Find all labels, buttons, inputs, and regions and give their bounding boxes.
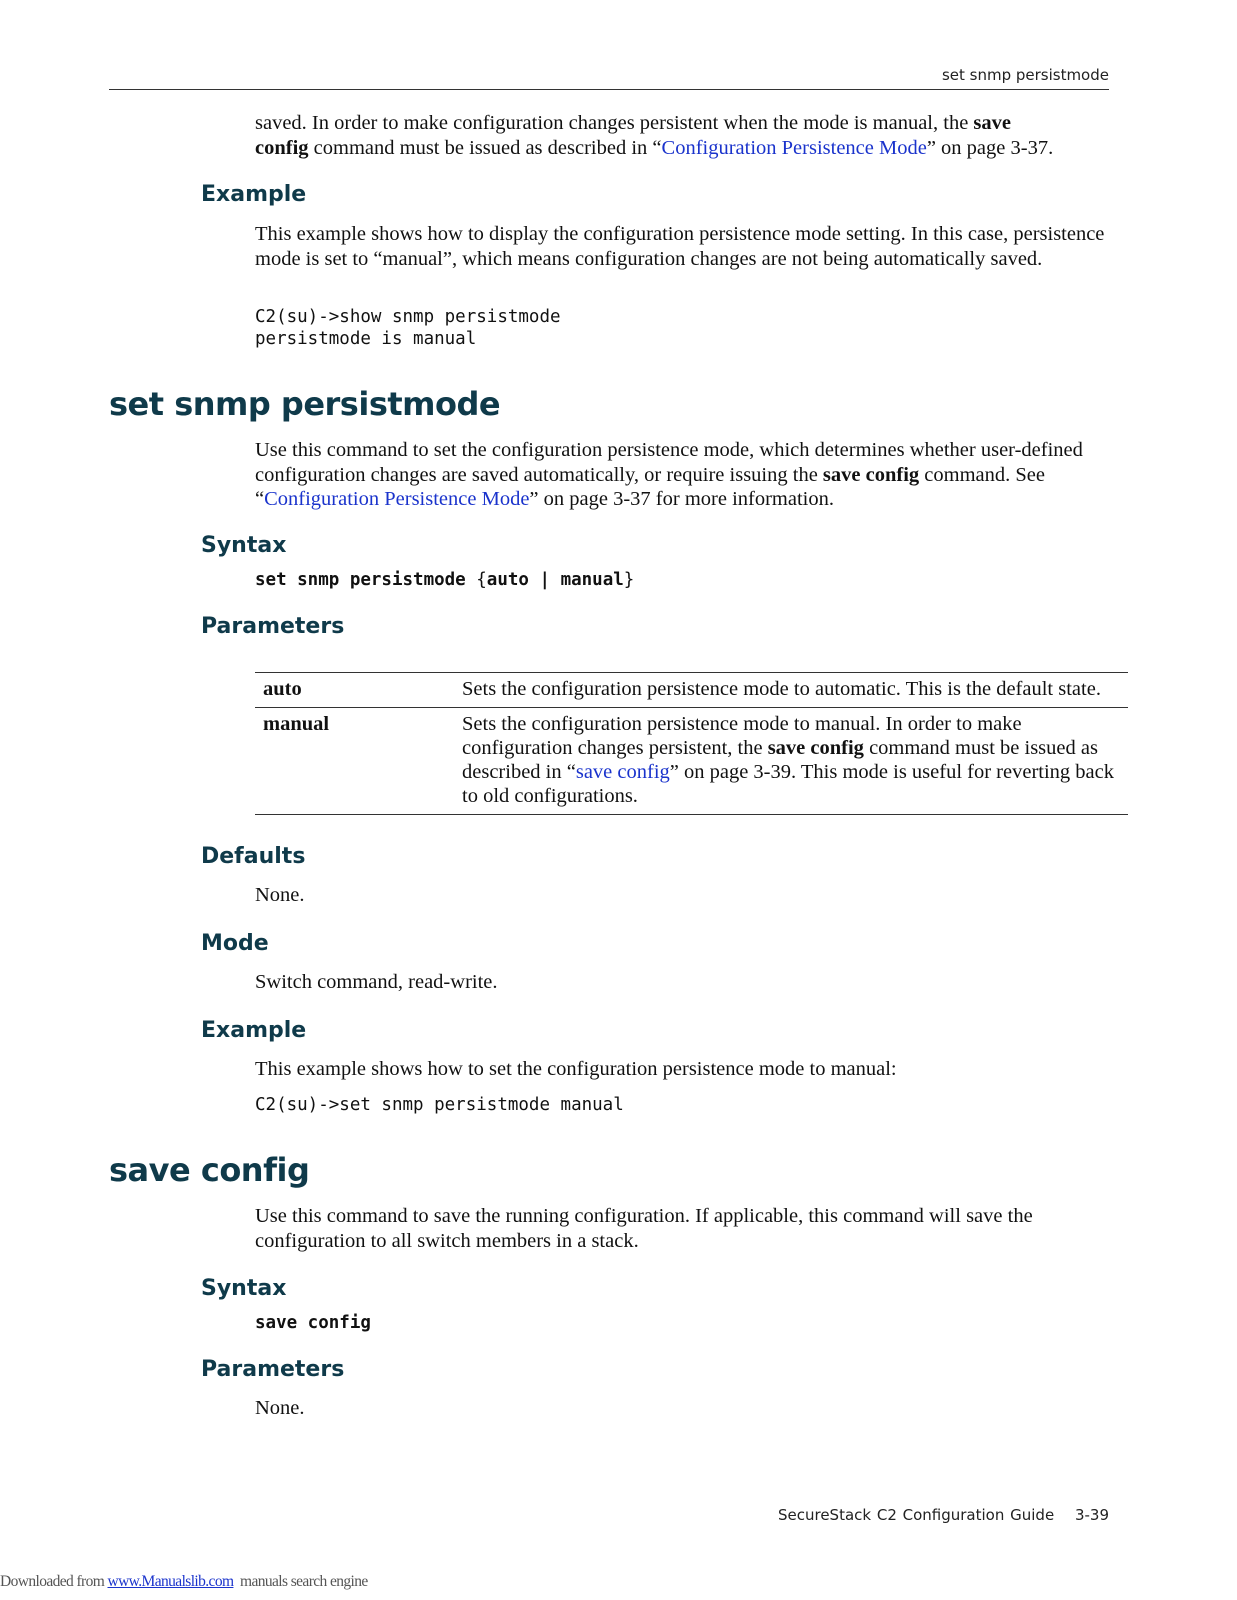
intro-text-3: ” on page 3-37.	[926, 136, 1054, 159]
desc-text-3: ” on page 3-37 for more information.	[529, 488, 834, 510]
desc-text-1: Use this command to set the configuration persistence mode, which determines whether user-defined configuration changes are saved automatically, or require issuing the	[255, 439, 1083, 486]
syntax-separator: |	[528, 570, 561, 590]
syntax-option-manual: manual	[560, 570, 624, 590]
running-head: set snmp persistmode	[941, 66, 1109, 84]
param-description: Sets the configuration persistence mode to automatic. This is the default state.	[462, 678, 1101, 700]
example-code-1	[255, 306, 561, 350]
save-config-description: Use this command to save the running configuration. If applicable, this command will save the configuration to all switch members in a stack.	[255, 1205, 1033, 1252]
example-text-1: This example shows how to display the configuration persistence mode setting. In this case, persistence mode is set to “manual”, which means configuration changes are not being automatically saved.	[255, 223, 1105, 270]
syntax-heading-save-config: Syntax	[201, 1276, 287, 1301]
param-description	[454, 708, 1128, 815]
param-name: auto	[263, 678, 302, 700]
example-heading-1: Example	[201, 182, 307, 207]
section-title-persistmode: set snmp persistmode	[109, 385, 501, 423]
header-rule	[109, 89, 1109, 90]
syntax-command-persistmode	[255, 569, 634, 591]
example-heading-2: Example	[201, 1018, 307, 1043]
defaults-heading: Defaults	[201, 844, 306, 869]
mode-heading: Mode	[201, 931, 269, 956]
parameters-table	[255, 672, 1128, 815]
intro-bold-save: save	[973, 112, 1011, 134]
defaults-text: None.	[255, 884, 305, 906]
download-notice	[0, 1573, 368, 1591]
mode-text: Switch command, read-write.	[255, 971, 498, 993]
intro-text-2: command must be issued as described in “	[308, 136, 662, 159]
syntax-option-auto: auto	[486, 570, 529, 590]
example-text-2: This example shows how to set the configuration persistence mode to manual:	[255, 1058, 897, 1080]
example-code-2: C2(su)->set snmp persistmode manual	[255, 1095, 624, 1115]
download-suffix: manuals search engine	[233, 1573, 368, 1590]
intro-text-1: saved. In order to make configuration changes persistent when the mode is manual, the	[255, 112, 974, 134]
syntax-heading-persistmode: Syntax	[201, 533, 287, 558]
param-name: manual	[263, 713, 330, 735]
code-line: persistmode is manual	[255, 329, 477, 349]
intro-bold-config: config	[255, 136, 309, 159]
intro-link-persistence-mode[interactable]: Configuration Persistence Mode	[661, 136, 927, 159]
table-row	[255, 673, 1128, 708]
desc-link-persistence-mode[interactable]: Configuration Persistence Mode	[264, 488, 530, 510]
page-footer: SecureStack C2 Configuration Guide 3-39	[777, 1506, 1109, 1524]
parameters-heading-persistmode: Parameters	[201, 614, 345, 639]
param-desc-text-2: command must be issued as described in “	[462, 737, 1098, 783]
syntax-command-save-config: save config	[255, 1313, 371, 1333]
code-line: C2(su)->show snmp persistmode	[255, 307, 561, 327]
syntax-brace-close: }	[623, 570, 635, 590]
section-title-save-config: save config	[109, 1151, 310, 1189]
desc-bold-save-config: save config	[822, 463, 920, 486]
intro-paragraph	[255, 111, 1125, 160]
download-link[interactable]: www.Manualslib.com	[107, 1573, 234, 1590]
syntax-cmd: set snmp persistmode	[255, 570, 466, 590]
parameters-text-save-config: None.	[255, 1397, 305, 1419]
param-desc-bold: save config	[767, 737, 864, 759]
table-row	[255, 708, 1128, 815]
syntax-brace-open: {	[465, 570, 487, 590]
parameters-heading-save-config: Parameters	[201, 1357, 345, 1382]
param-desc-text-3: ” on page 3-39. This mode is useful for reverting back to old configurations.	[462, 761, 1114, 807]
param-desc-text-1: Sets the configuration persistence mode to manual. In order to make configuration changes persistent, the	[462, 713, 1022, 759]
desc-text-2: command. See “	[255, 463, 1045, 510]
param-link-save-config[interactable]: save config	[575, 761, 670, 783]
download-prefix: Downloaded from	[0, 1573, 108, 1590]
persistmode-description	[255, 438, 1125, 512]
